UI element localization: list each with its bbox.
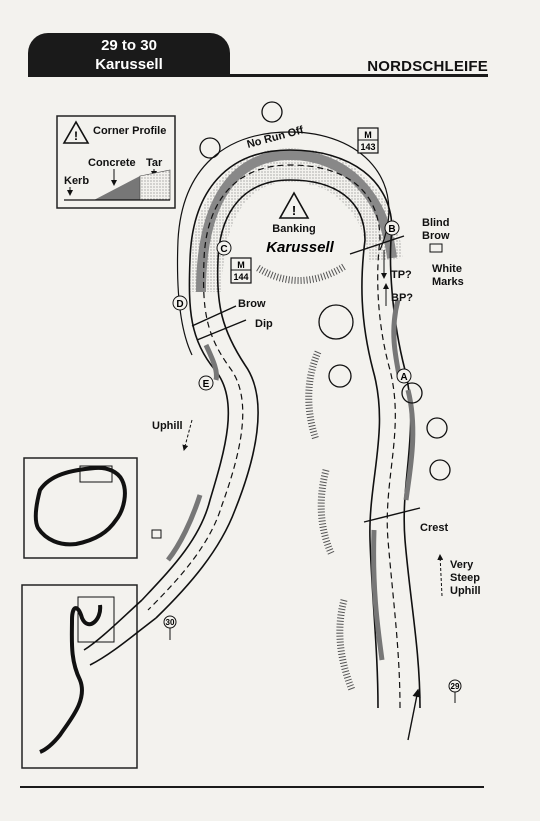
inset-map-circuit: [24, 458, 137, 558]
kerb-left-lower: [168, 495, 200, 560]
point-e-label: E: [202, 379, 210, 390]
brow-line: [192, 306, 236, 326]
profile-tar-label: Tar: [146, 157, 163, 169]
karussell-label: Karussell: [266, 239, 334, 256]
section-title: NORDSCHLEIFE: [367, 58, 488, 75]
svg-text:144: 144: [233, 272, 249, 282]
tp-label: TP?: [391, 269, 412, 281]
title-corner-name: Karussell: [95, 56, 163, 73]
no-run-off-label: No Run Off: [245, 124, 305, 151]
crest-line: [364, 508, 420, 522]
svg-text:!: !: [291, 203, 297, 218]
svg-text:!: !: [74, 129, 78, 143]
profile-concrete-label: Concrete: [88, 157, 136, 169]
sign-icon: [152, 530, 161, 538]
white-marks-label-1: White: [432, 263, 462, 275]
bp-label: BP?: [391, 292, 413, 304]
point-b-label: B: [388, 224, 396, 235]
very-steep-label-2: Steep: [450, 572, 480, 584]
km-30-label: 30: [165, 618, 175, 627]
blind-brow-label-1: Blind: [422, 217, 450, 229]
blind-brow-label-2: Brow: [422, 230, 450, 242]
kerb-d: [206, 345, 217, 380]
sign-icon: [430, 244, 442, 252]
profile-title: Corner Profile: [93, 125, 167, 137]
banking-label: Banking: [272, 223, 316, 235]
point-d-label: D: [176, 299, 184, 310]
point-a-label: A: [400, 372, 408, 383]
svg-text:143: 143: [360, 142, 376, 152]
brow-label: Brow: [238, 298, 266, 310]
footer-rule: [20, 786, 484, 788]
marker-m143: [358, 128, 378, 153]
title-corner-numbers: 29 to 30: [101, 37, 157, 54]
uphill-label: Uphill: [152, 420, 183, 432]
marker-m144: [231, 258, 251, 283]
very-steep-label-3: Uphill: [450, 585, 481, 597]
dip-line: [197, 320, 246, 340]
inset-map-section: [22, 585, 137, 768]
white-marks-label-2: Marks: [432, 276, 464, 288]
crest-label: Crest: [420, 522, 449, 534]
km-markers: [164, 616, 461, 703]
svg-text:M: M: [364, 130, 372, 140]
km-29-label: 29: [450, 682, 460, 691]
direction-arrow: [408, 690, 418, 740]
dip-label: Dip: [255, 318, 273, 330]
profile-kerb-label: Kerb: [64, 175, 90, 187]
point-c-label: C: [220, 244, 228, 255]
corner-profile-box: [57, 116, 175, 208]
very-steep-label-1: Very: [450, 559, 474, 571]
svg-text:M: M: [237, 260, 245, 270]
